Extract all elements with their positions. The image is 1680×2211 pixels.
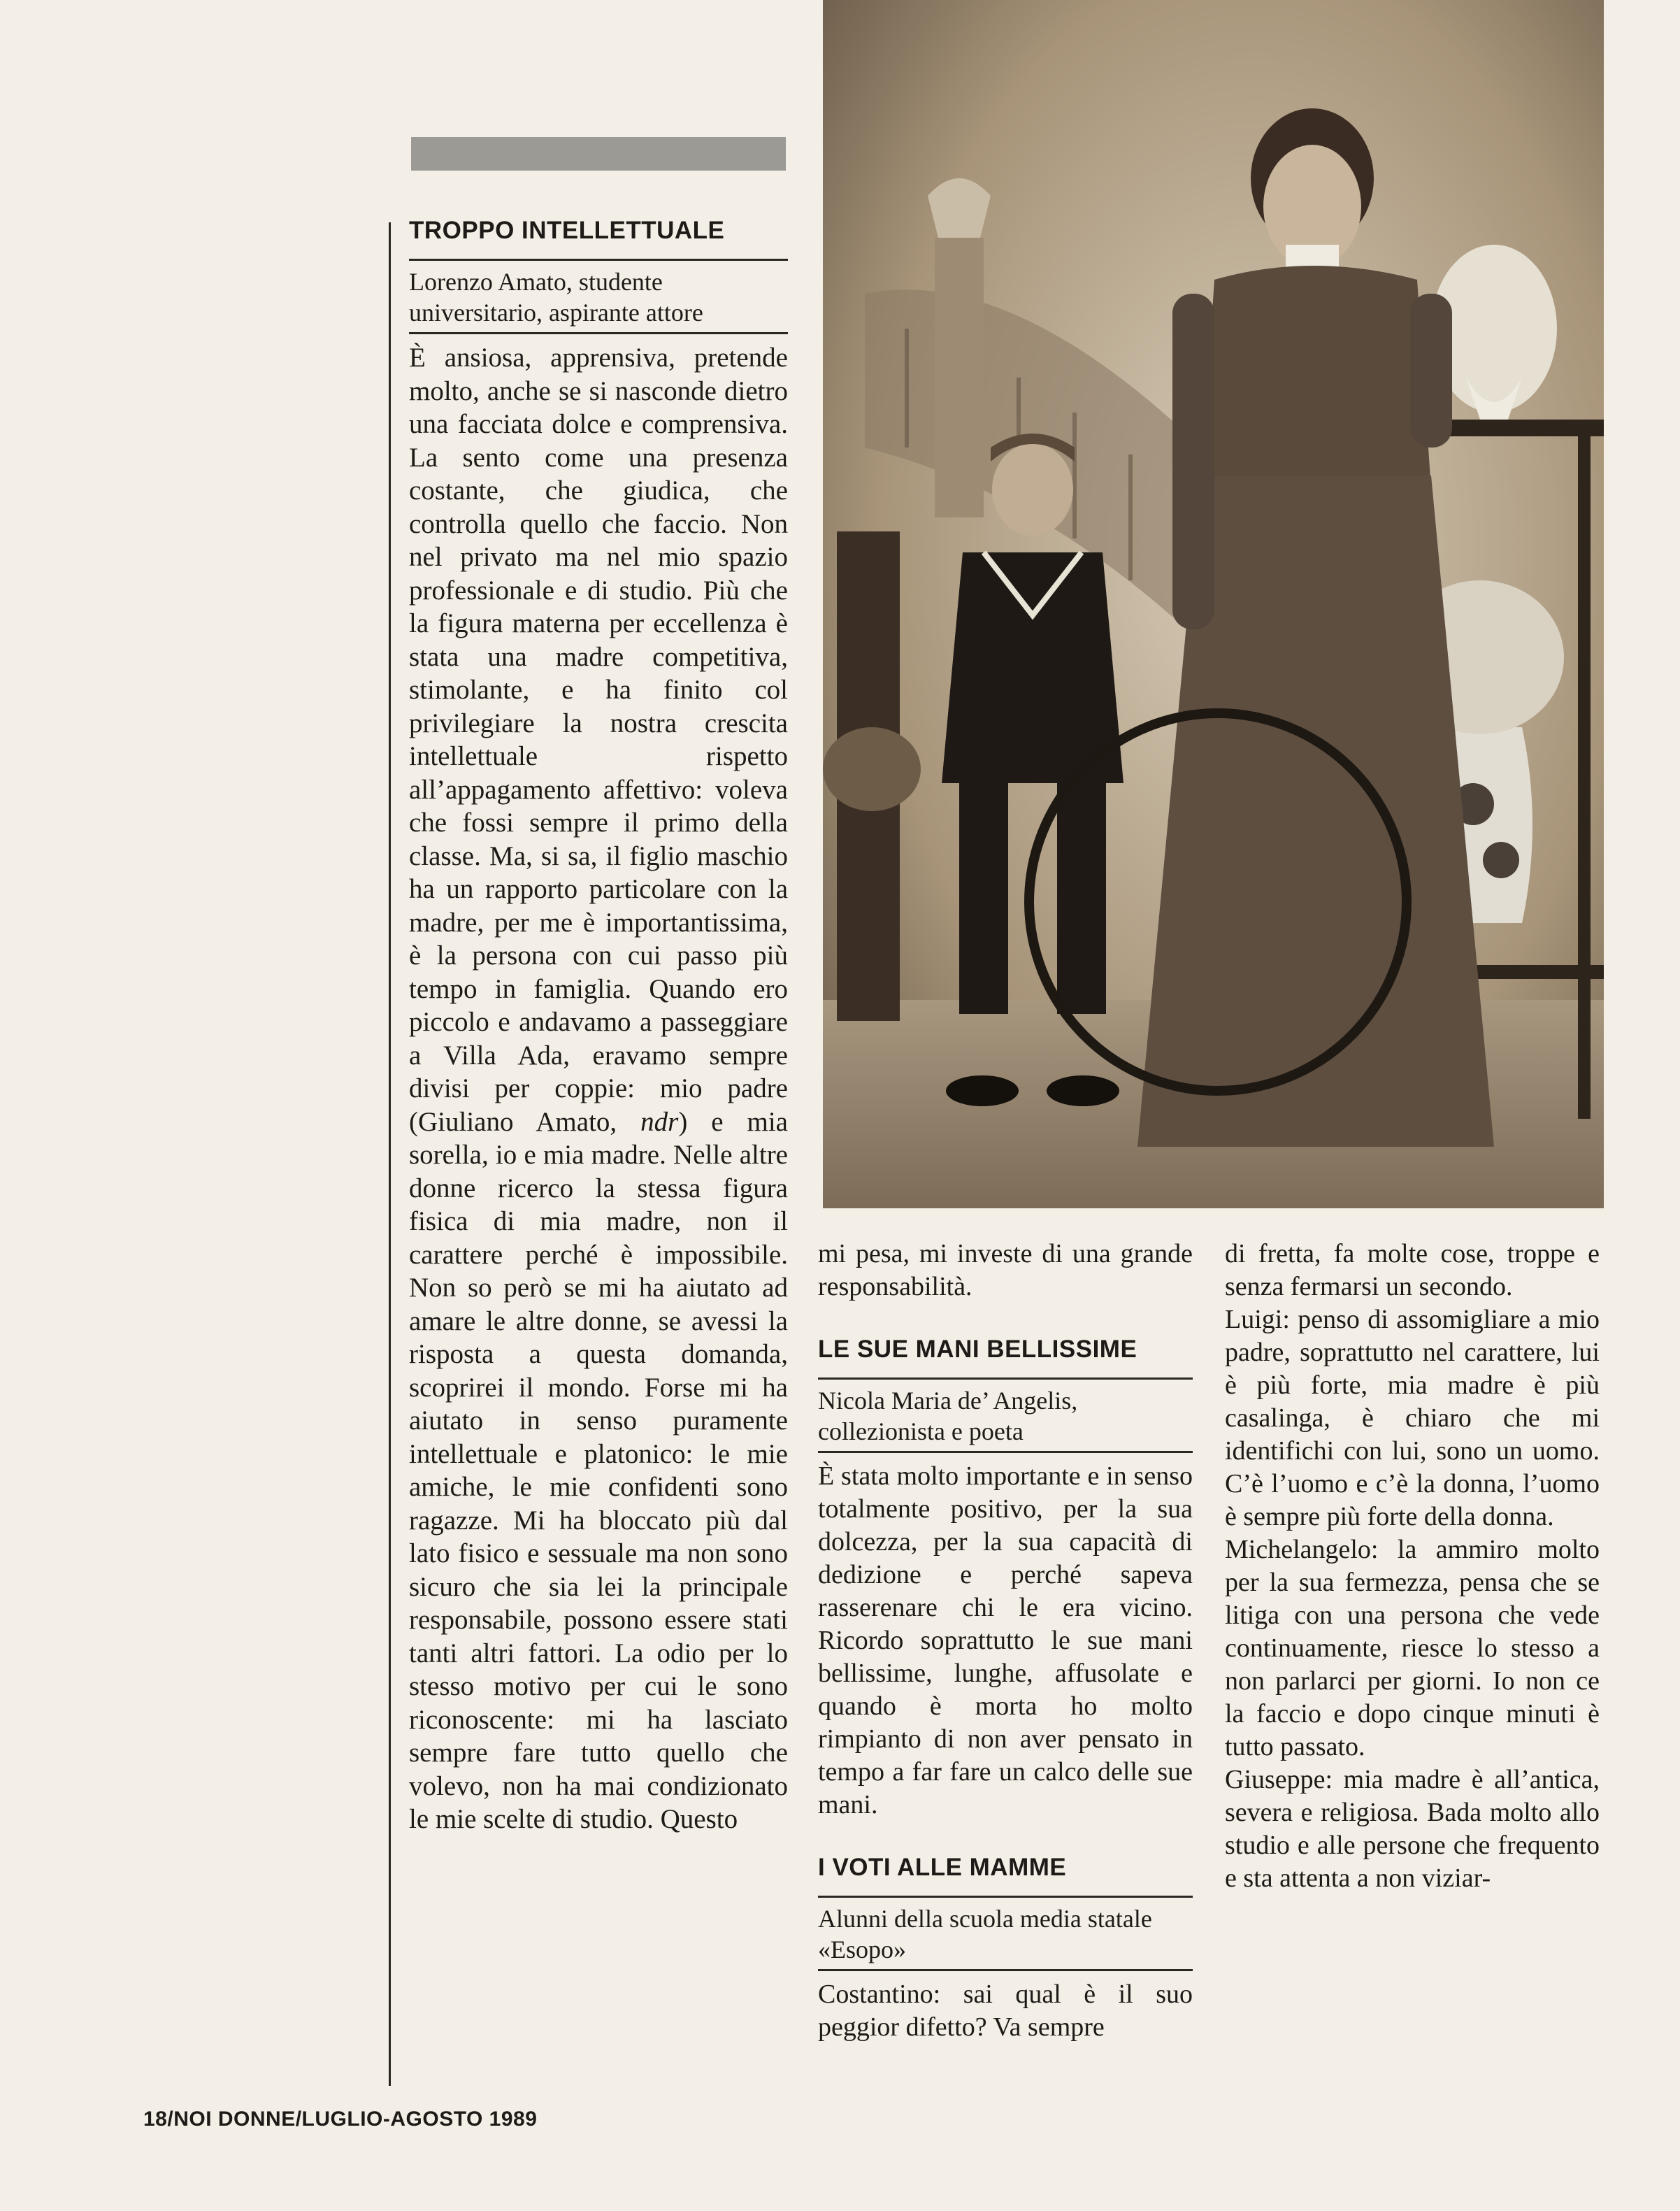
byline-alunni: Alunni della scuola media statale «Esopo» bbox=[818, 1896, 1193, 1971]
page-footer: 18/NOI DONNE/LUGLIO-AGOSTO 1989 bbox=[143, 2108, 538, 2131]
column-left bbox=[409, 215, 788, 1836]
body-part-b: ) e mia sorella, io e mia madre. Nelle altre donne ricerco la stessa figura fisica di mia madre, non il carattere perché è impossibile. Non so però se mi ha aiutato ad amare le altre donne, se avessi la risposta a questa domanda, scoprirei il mondo. Forse mi ha aiutato in senso puramente intellettuale e platonico: le mie amiche, le mie confidenti sono ragazze. Mi ha bloccato più dal lato fisico e sessuale ma non sono sicuro che sia lei la principale responsabile, possono essere stati tanti altri fattori. La odio per lo stesso motivo per cui le sono riconoscente: mi ha lasciato sempre fare tutto quello che volevo, non ha mai condizionato le mie scelte di studio. Questo bbox=[409, 1106, 788, 1834]
continuation-lorenzo: mi pesa, mi investe di una grande responsabilità. bbox=[818, 1239, 1193, 1301]
paragraph-luigi: Luigi: penso di assomigliare a mio padre, soprattutto nel carattere, lui è più forte, mia madre è più casalinga, è chiaro che mi identifichi con lui, sono un uomo. C’è l’uomo e c’è la donna, l’uomo è sempre più forte della donna. bbox=[1225, 1305, 1600, 1531]
spacer bbox=[818, 1822, 1193, 1852]
byline-lorenzo-amato: Lorenzo Amato, studente universitario, aspirante attore bbox=[409, 259, 788, 334]
paragraph-costantino-cont: di fretta, fa molte cose, troppe e senza fermarsi un secondo. bbox=[1225, 1239, 1600, 1301]
body-part-a: È ansiosa, apprensiva, pretende molto, anche se si nasconde dietro una facciata dolce e comprensiva. La sento come una presenza costante, che giudica, che controlla quello che faccio. Non nel privato ma nel mio spazio professionale e di studio. Più che la figura materna per eccellenza è stata una madre competitiva, stimolante, e ha finito col privilegiare la nostra crescita intellettuale rispetto all’appagamento affettivo: voleva che fossi sempre il primo della classe. Ma, si sa, il figlio maschio ha un rapporto particolare con la madre, per me è importantissima, è la persona con cui passo più tempo in famiglia. Quando ero piccolo e andavamo a passeggiare a Villa Ada, eravamo sempre divisi per coppie: mio padre (Giuliano Amato, bbox=[409, 343, 788, 1137]
paragraph-giuseppe: Giuseppe: mia madre è all’antica, severa e religiosa. Bada molto allo studio e alle persone che frequento e sta attenta a non viziar- bbox=[1225, 1765, 1600, 1893]
section-title-troppo-intellettuale: TROPPO INTELLETTUALE bbox=[409, 217, 725, 244]
photo-illustration bbox=[823, 0, 1604, 1208]
column-middle bbox=[818, 1238, 1193, 2044]
ndr-abbrev: ndr bbox=[640, 1106, 679, 1137]
article-body-costantino: Costantino: sai qual è il suo peggior difetto? Va sempre bbox=[818, 1980, 1193, 2042]
section-title-i-voti: I VOTI ALLE MAMME bbox=[818, 1854, 1067, 1881]
column-rule bbox=[389, 222, 391, 2086]
article-body-lorenzo bbox=[409, 341, 788, 1836]
section-header-bar bbox=[411, 137, 786, 171]
article-body-nicola: È stata molto importante e in senso totalmente positivo, per la sua dolcezza, per la sua capacità di dedizione e perché sapeva rasserenare chi le era vicino. Ricordo soprattutto le sue mani bellissime, lunghe, affusolate e quando è morta ho molto rimpianto di non aver pensato in tempo a far fare un calco delle sue mani. bbox=[818, 1461, 1193, 1819]
spacer bbox=[818, 1303, 1193, 1334]
column-right bbox=[1225, 1238, 1600, 1895]
byline-nicola: Nicola Maria de’ Angelis, collezionista e poeta bbox=[818, 1378, 1193, 1453]
section-title-le-sue-mani: LE SUE MANI BELLISSIME bbox=[818, 1336, 1137, 1363]
paragraph-michelangelo: Michelangelo: la ammiro molto per la sua fermezza, pensa che se litiga con una persona che vede continuamente, riesce lo stesso a non parlarci per giorni. Io non ce la faccio e dopo cinque minuti è tutto passato. bbox=[1225, 1535, 1600, 1761]
vintage-photo-mother-and-son bbox=[823, 0, 1604, 1208]
